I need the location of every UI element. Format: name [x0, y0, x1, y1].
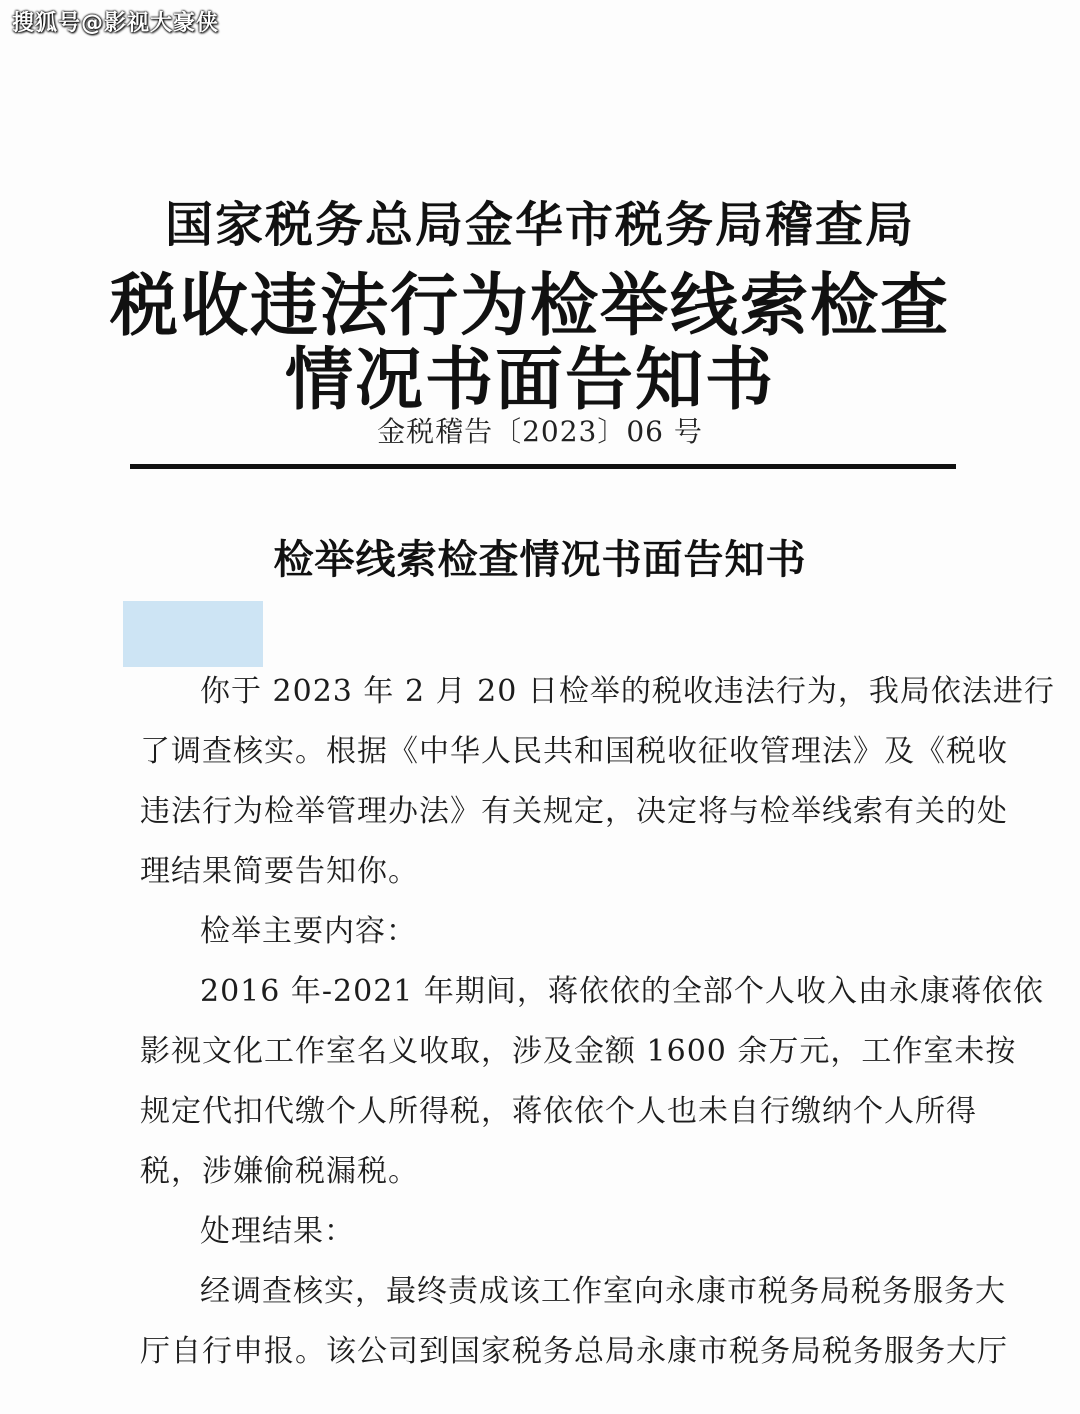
header-divider [130, 464, 956, 469]
document-title-line-1: 税收违法行为检举线索检查 [109, 266, 950, 346]
notice-body [140, 662, 1055, 1382]
section-heading-report-content: 检举主要内容： [200, 914, 417, 949]
body-line: 税，涉嫌偷税漏税。 [140, 1154, 419, 1189]
body-line: 影视文化工作室名义收取，涉及金额 1600 余万元，工作室未按 [140, 1034, 1017, 1069]
body-line: 2016 年-2021 年期间，蒋依依的全部个人收入由永康蒋依依 [200, 974, 1044, 1009]
body-line: 了调查核实。根据《中华人民共和国税收征收管理法》及《税收 [140, 734, 1008, 769]
document-title-line-2: 情况书面告知书 [284, 340, 775, 420]
body-line: 你于 2023 年 2 月 20 日检举的税收违法行为，我局依法进行 [200, 674, 1055, 709]
section-heading-result: 处理结果： [200, 1214, 355, 1249]
issuing-agency: 国家税务总局金华市税务局稽查局 [164, 197, 915, 253]
watermark: 搜狐号@影视大豪侠 [12, 11, 220, 36]
body-line: 违法行为检举管理办法》有关规定，决定将与检举线索有关的处 [140, 794, 1008, 829]
body-line: 厅自行申报。该公司到国家税务总局永康市税务局税务服务大厅 [140, 1334, 1008, 1369]
redacted-recipient-name [123, 601, 263, 667]
body-line: 经调查核实，最终责成该工作室向永康市税务局税务服务大 [200, 1274, 1006, 1309]
body-line: 规定代扣代缴个人所得税，蒋依依个人也未自行缴纳个人所得 [140, 1094, 977, 1129]
body-line: 理结果简要告知你。 [140, 854, 419, 889]
notice-subtitle: 检举线索检查情况书面告知书 [273, 536, 807, 583]
document-number: 金税稽告〔2023〕06 号 [377, 415, 703, 448]
